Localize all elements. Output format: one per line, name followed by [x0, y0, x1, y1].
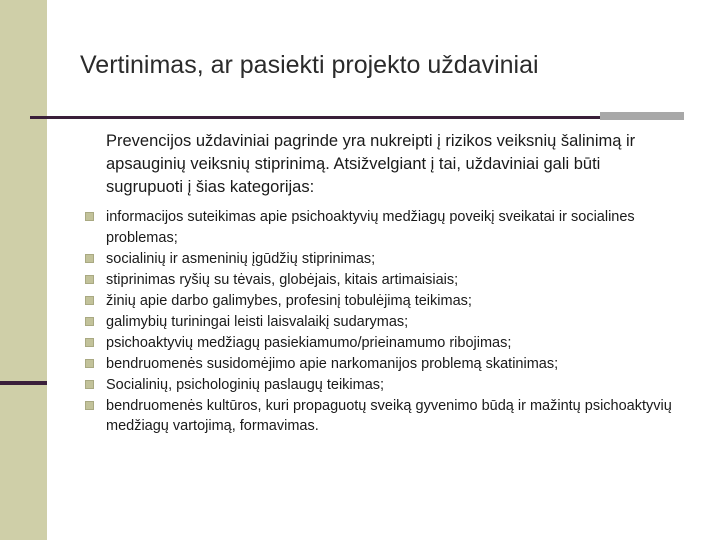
square-bullet-icon: [85, 254, 94, 263]
list-item: [84, 270, 689, 291]
list-item-text: informacijos suteikimas apie psichoaktyvių medžiagų poveikį sveikatai ir socialines problemas;: [106, 209, 635, 246]
square-bullet-icon: [85, 212, 94, 221]
list-item: [84, 291, 689, 312]
square-bullet-icon: [85, 296, 94, 305]
square-bullet-icon: [85, 401, 94, 410]
square-bullet-icon: [85, 275, 94, 284]
list-item-text: Socialinių, psichologinių paslaugų teikimas;: [106, 376, 385, 393]
list-item: [84, 354, 689, 375]
list-item-text: bendruomenės susidomėjimo apie narkomanijos problemą skatinimas;: [106, 355, 559, 372]
list-item: [84, 312, 689, 333]
list-item-text: socialinių ir asmeninių įgūdžių stiprinimas;: [106, 250, 376, 267]
list-item-text: žinių apie darbo galimybes, profesinį tobulėjimą teikimas;: [106, 292, 472, 309]
list-item: [84, 375, 689, 396]
list-item: [84, 207, 689, 248]
square-bullet-icon: [85, 317, 94, 326]
bullet-list: [84, 207, 689, 437]
intro-paragraph: Prevencijos uždaviniai pagrinde yra nukreipti į rizikos veiksnių šalinimą ir apsauginių veiksnių stiprinimą. Atsižvelgiant į tai, uždaviniai gali būti sugrupuoti į šias kategorijas:: [106, 132, 636, 196]
list-item-text: bendruomenės kultūros, kuri propaguotų sveiką gyvenimo būdą ir mažintų psichoaktyvių medžiagų vartojimą, formavimas.: [106, 397, 672, 434]
slide-title: Vertinimas, ar pasiekti projekto uždaviniai: [80, 51, 539, 79]
list-item-text: galimybių turiningai leisti laisvalaikį sudarymas;: [106, 313, 409, 330]
title-divider-accent: [600, 112, 684, 120]
square-bullet-icon: [85, 359, 94, 368]
square-bullet-icon: [85, 338, 94, 347]
list-item-text: stiprinimas ryšių su tėvais, globėjais, kitais artimaisiais;: [106, 271, 459, 288]
side-accent-bar: [0, 381, 47, 385]
list-item: [84, 249, 689, 270]
side-band: [0, 0, 47, 540]
title-divider: [30, 116, 684, 119]
list-item-text: psichoaktyvių medžiagų pasiekiamumo/prieinamumo ribojimas;: [106, 334, 512, 351]
list-item: [84, 396, 689, 437]
square-bullet-icon: [85, 380, 94, 389]
list-item: [84, 333, 689, 354]
